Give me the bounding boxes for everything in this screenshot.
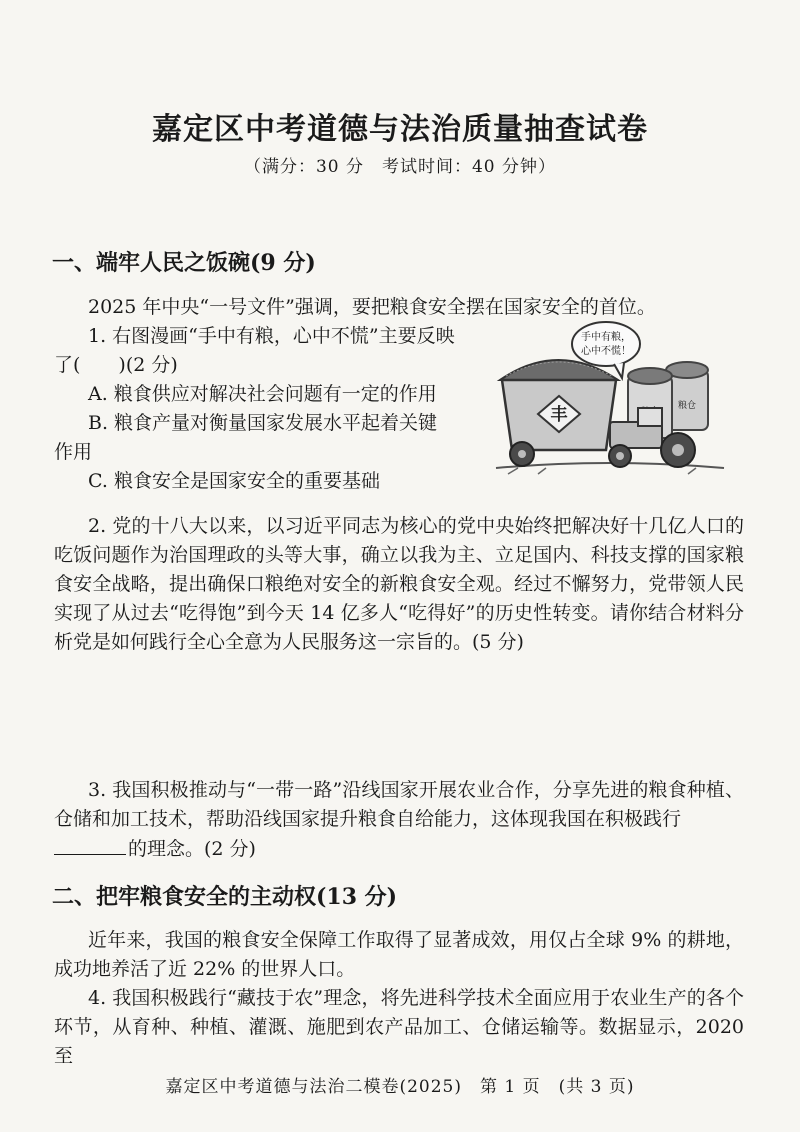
big-drum-character: 丰 [550, 405, 568, 425]
section1-heading: 一、端牢人民之饭碗(9 分) [52, 250, 316, 276]
question-3 [54, 776, 744, 834]
grain-cartoon [488, 318, 728, 480]
speech-line-2: 心中不慌！ [581, 346, 631, 357]
section1-intro: 2025 年中央“一号文件”强调，要把粮食安全摆在国家安全的首位。 [88, 296, 656, 318]
exam-subtitle: （满分：30 分 考试时间：40 分钟） [243, 157, 557, 177]
question-4: 4. 我国积极践行“藏技于农”理念，将先进科学技术全面应用于农业生产的各个环节，从育种、种植、灌溉、施肥到农产品加工、仓储运输等。数据显示，2020 至 [54, 987, 744, 1067]
question-2: 2. 党的十八大以来，以习近平同志为核心的党中央始终把解决好十几亿人口的吃饭问题作为治国理政的头等大事，确立以我为主、立足国内、科技支撑的国家粮食安全战略，提出确保口粮绝对安全的新粮食安全观。经过不懈努力，党带领人民实现了从过去“吃得饱”到今天 14 亿多人“吃得好”的历史性转变。请你结合材料分析党是如何践行全心全意为人民服务这一宗旨的。(5 分) [54, 515, 744, 653]
granary-label-2: 粮仓 [677, 401, 697, 411]
answer-blank[interactable] [54, 852, 126, 855]
page-footer: 嘉定区中考道德与法治二模卷(2025) 第 1 页 (共 3 页) [165, 1077, 635, 1097]
big-grain-cart-icon [500, 360, 618, 450]
q1-option-a[interactable]: A. 粮食供应对解决社会问题有一定的作用 [88, 383, 437, 405]
question-3-tail [54, 834, 256, 861]
exam-title: 嘉定区中考道德与法治质量抽查试卷 [152, 112, 648, 147]
q1-stem-line2: 了( )(2 分) [54, 354, 178, 376]
section2-heading: 二、把牢粮食安全的主动权(13 分) [52, 884, 398, 910]
question-3-text: 3. 我国积极推动与“一带一路”沿线国家开展农业合作，分享先进的粮食种植、仓储和加工技术，帮助沿线国家提升粮食自给能力，这体现我国在积极践行 [54, 779, 744, 830]
q1-option-b-cont: 作用 [54, 441, 93, 463]
question-3-tail-text: 的理念。(2 分) [128, 838, 256, 860]
q1-option-c[interactable]: C. 粮食安全是国家安全的重要基础 [88, 470, 380, 492]
q1-option-b[interactable]: B. 粮食产量对衡量国家发展水平起着关键 [88, 412, 438, 434]
q1-stem-line1: 1. 右图漫画“手中有粮，心中不慌”主要反映 [88, 325, 455, 347]
section2-intro: 近年来，我国的粮食安全保障工作取得了显著成效，用仅占全球 9% 的耕地，成功地养活了近 22% 的世界人口。 [54, 929, 744, 980]
speech-line-1: 手中有粮， [581, 332, 631, 343]
